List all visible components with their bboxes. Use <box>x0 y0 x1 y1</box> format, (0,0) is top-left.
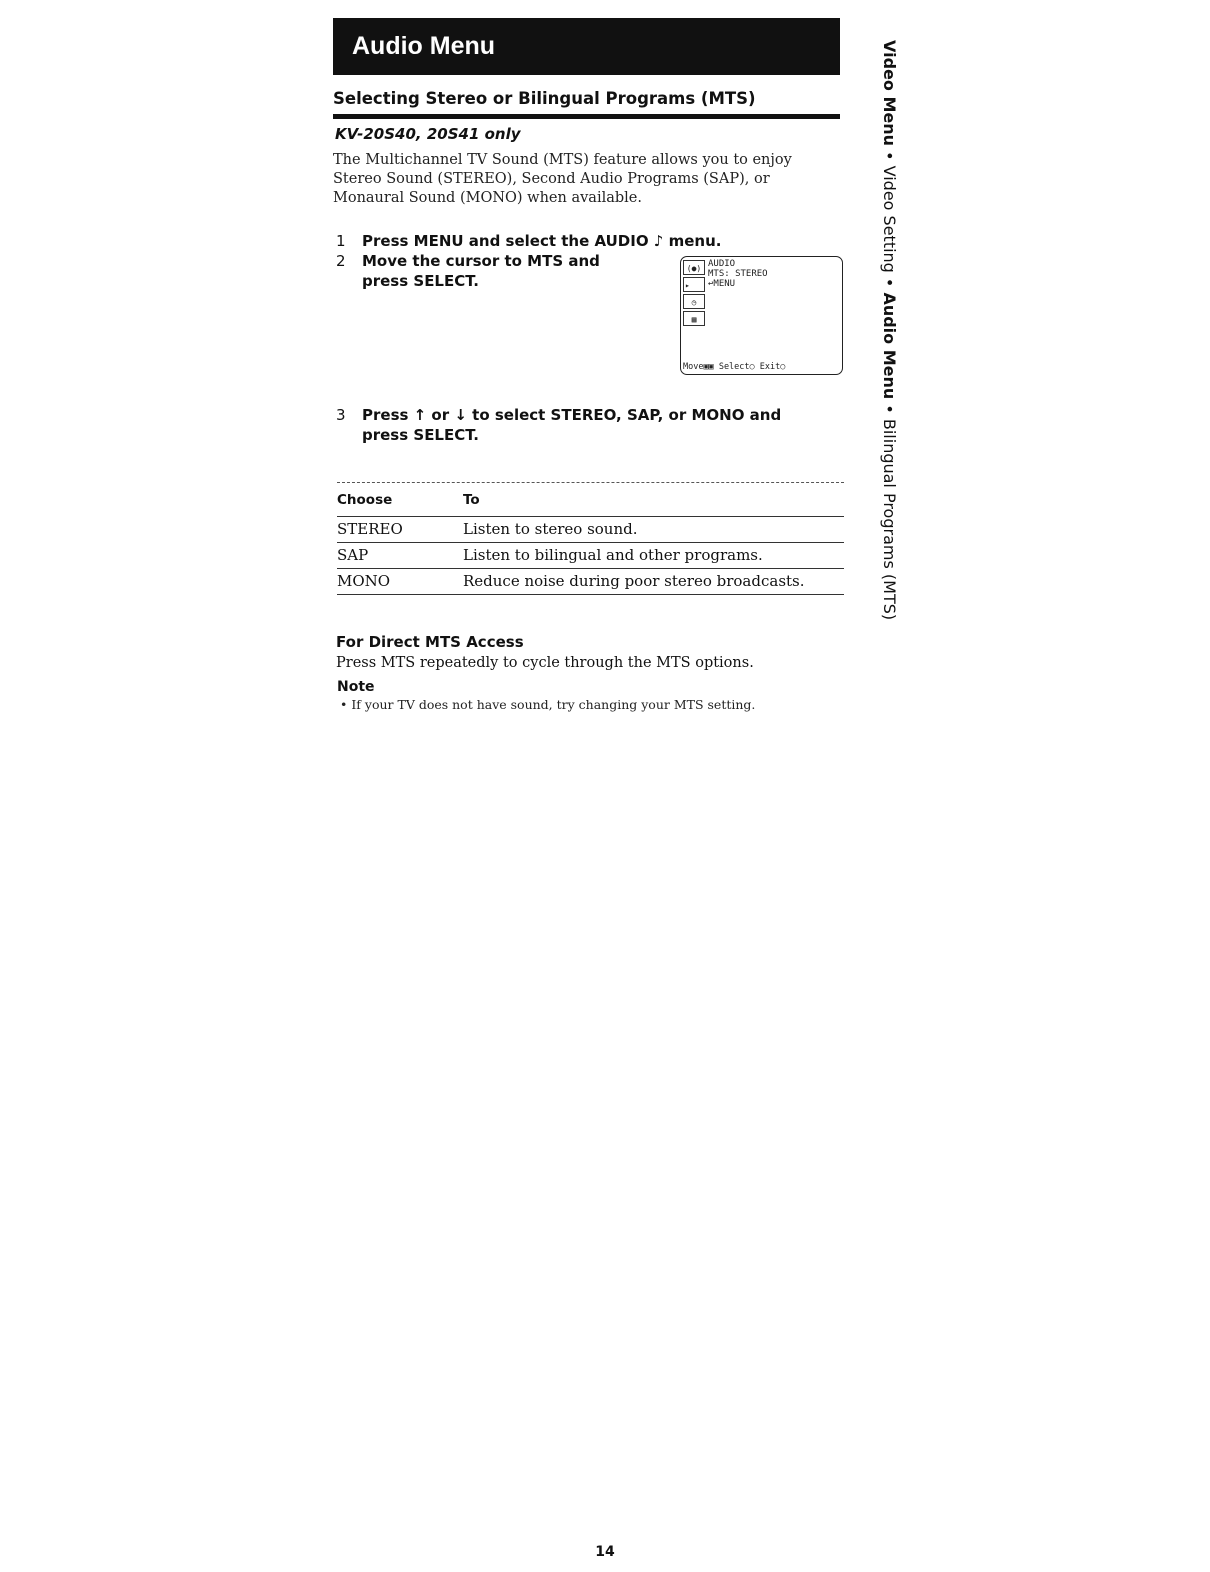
side-tab <box>874 40 904 680</box>
step-2 <box>336 251 636 291</box>
step-text: Move the cursor to MTS and press SELECT. <box>362 252 600 290</box>
bullet-icon: • <box>340 697 352 712</box>
note-text: If your TV does not have sound, try changing your MTS setting. <box>351 697 756 712</box>
side-tab-video-setting: Video Setting <box>880 165 899 273</box>
side-tab-separator: • <box>880 272 899 293</box>
step-3 <box>336 405 841 445</box>
direct-access-title: For Direct MTS Access <box>336 633 524 651</box>
side-tab-separator: • <box>880 146 899 166</box>
header-title: Audio Menu <box>352 32 496 60</box>
setup-icon: ▦ <box>683 311 705 326</box>
cell-to: Listen to stereo sound. <box>463 520 638 538</box>
section-title: Selecting Stereo or Bilingual Programs (MTS) <box>333 89 840 119</box>
menu-footer: Move▣▣ Select○ Exit○ <box>683 362 786 372</box>
page-number: 14 <box>595 1544 615 1560</box>
page-header <box>333 18 840 75</box>
menu-icon-column <box>683 260 707 328</box>
menu-return-line: ↩MENU <box>708 279 736 289</box>
side-tab-audio-menu: Audio Menu <box>880 292 899 400</box>
cell-choose: MONO <box>337 572 391 590</box>
mts-options-table <box>337 482 844 595</box>
menu-title: AUDIO <box>708 259 736 269</box>
cell-choose: SAP <box>337 546 369 564</box>
model-note: KV-20S40, 20S41 only <box>335 125 521 143</box>
step-number: 2 <box>336 252 346 270</box>
step-1 <box>336 231 816 251</box>
header-choose: Choose <box>337 492 393 508</box>
table-header <box>337 483 844 517</box>
side-tab-separator: • <box>880 399 899 419</box>
step-number: 1 <box>336 232 346 250</box>
side-tab-video-menu: Video Menu <box>880 40 899 147</box>
cell-to: Listen to bilingual and other programs. <box>463 546 763 564</box>
intro-paragraph: The Multichannel TV Sound (MTS) feature allows you to enjoy Stereo Sound (STEREO), Second Audio Programs (SAP), or Monaural Sound (MONO) when available. <box>333 152 792 206</box>
table-row <box>337 543 844 569</box>
table-row <box>337 517 844 543</box>
cell-to: Reduce noise during poor stereo broadcasts. <box>463 572 805 590</box>
direct-access-text: Press MTS repeatedly to cycle through the MTS options. <box>336 655 754 671</box>
side-tab-text <box>874 40 904 680</box>
cursor-icon: ▸ <box>683 277 705 292</box>
table-row <box>337 569 844 595</box>
note-title: Note <box>337 679 375 695</box>
note-item <box>340 697 840 712</box>
menu-mts-line: MTS: STEREO <box>708 269 768 279</box>
audio-icon: (●) <box>683 260 705 275</box>
cell-choose: STEREO <box>337 520 403 538</box>
step-number: 3 <box>336 406 346 424</box>
menu-lines <box>708 259 768 289</box>
step-text: Press MENU and select the AUDIO ♪ menu. <box>362 232 722 250</box>
step-text: Press ↑ or ↓ to select STEREO, SAP, or MONO and press SELECT. <box>362 406 782 444</box>
tv-menu-screen <box>680 256 843 375</box>
side-tab-bilingual: Bilingual Programs (MTS) <box>880 418 899 621</box>
header-to: To <box>463 492 480 508</box>
timer-icon: ◷ <box>683 294 705 309</box>
